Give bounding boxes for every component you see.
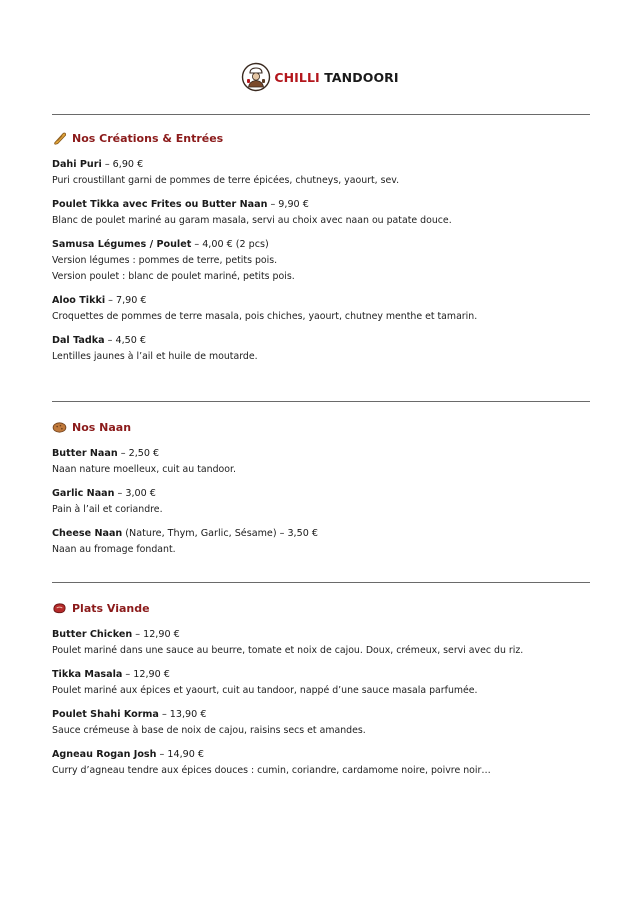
item-desc: Curry d’agneau tendre aux épices douces : cumin, coriandre, cardamome noire, poivre noir…: [52, 765, 491, 776]
item-heading: [52, 237, 597, 253]
item-heading: [52, 333, 597, 349]
item-heading: [52, 747, 597, 763]
item-price: – 3,50 €: [276, 528, 318, 539]
item-price: – 12,90 €: [132, 629, 180, 640]
item-heading: [52, 486, 597, 502]
item-desc: Poulet mariné dans une sauce au beurre, tomate et noix de cajou. Doux, crémeux, servi avec du riz.: [52, 645, 524, 656]
text: Nos Naan: [72, 420, 132, 434]
item-desc: Pain à l’ail et coriandre.: [52, 504, 163, 515]
menu-item: [52, 627, 597, 659]
item-heading: [52, 157, 597, 173]
item-heading: [52, 667, 597, 683]
item-name: Agneau Rogan Josh: [52, 749, 157, 760]
item-name: Garlic Naan: [52, 488, 115, 499]
menu-item: [52, 486, 597, 518]
item-price: – 14,90 €: [156, 749, 204, 760]
divider: [52, 582, 590, 583]
item-price: – 13,90 €: [158, 709, 207, 720]
item-name: Butter Naan: [52, 448, 118, 459]
item-desc: Croquettes de pommes de terre masala, pois chiches, yaourt, chutney menthe et tamarin.: [52, 311, 478, 322]
item-name: Samusa Légumes / Poulet: [52, 239, 192, 250]
menu-item: [52, 707, 597, 739]
divider: [52, 114, 590, 115]
item-heading: [52, 197, 597, 213]
b2: TANDOORI: [324, 69, 399, 85]
item-heading: [52, 293, 597, 309]
meat-icon: [52, 601, 67, 615]
item-name: Dal Tadka: [52, 335, 105, 346]
menu-item: [52, 293, 597, 325]
item-desc: Lentilles jaunes à l’ail et huile de moutarde.: [52, 351, 258, 362]
section-plats-viande: [52, 600, 597, 787]
menu-item: [52, 667, 597, 699]
text: Plats Viande: [72, 601, 150, 615]
item-price: – 7,90 €: [105, 295, 147, 306]
menu-item: [52, 747, 597, 779]
samosa-icon: [52, 131, 67, 145]
section-title: [52, 600, 597, 616]
chef-logo-icon: [241, 62, 271, 92]
item-price: – 6,90 €: [101, 159, 144, 170]
item-desc: Version poulet : blanc de poulet mariné, petits pois.: [52, 271, 295, 282]
menu-item: [52, 446, 597, 478]
naan-icon: [52, 420, 67, 434]
section-creations-entrees: [52, 130, 597, 373]
item-price: – 12,90 €: [122, 669, 170, 680]
section-title: [52, 130, 597, 146]
item-note: (Nature, Thym, Garlic, Sésame): [122, 528, 277, 539]
item-price: – 9,90 €: [267, 199, 309, 210]
item-price: – 2,50 €: [117, 448, 160, 459]
menu-item: [52, 333, 597, 365]
divider: [52, 401, 590, 402]
item-price: – 4,50 €: [104, 335, 146, 346]
item-heading: [52, 707, 597, 723]
section-naan: [52, 419, 597, 566]
menu-item: [52, 526, 597, 558]
item-desc: Naan nature moelleux, cuit au tandoor.: [52, 464, 236, 475]
item-heading: [52, 627, 597, 643]
menu-item: [52, 157, 597, 189]
item-name: Dahi Puri: [52, 159, 102, 170]
item-desc: Blanc de poulet mariné au garam masala, servi au choix avec naan ou patate douce.: [52, 215, 452, 226]
item-name: Cheese Naan: [52, 528, 123, 539]
text: Nos Créations & Entrées: [72, 131, 224, 145]
item-price: – 4,00 € (2 pcs): [191, 239, 269, 250]
menu-item: [52, 237, 597, 285]
b1: CHILLI: [274, 69, 320, 85]
item-heading: [52, 526, 597, 542]
restaurant-name: [274, 70, 398, 85]
item-desc: Naan au fromage fondant.: [52, 544, 176, 555]
item-desc: Version légumes : pommes de terre, petits pois.: [52, 255, 278, 266]
item-name: Poulet Shahi Korma: [52, 709, 159, 720]
item-heading: [52, 446, 597, 462]
menu-header: [0, 62, 640, 92]
item-desc: Poulet mariné aux épices et yaourt, cuit au tandoor, nappé d’une sauce masala parfumée.: [52, 685, 478, 696]
item-name: Tikka Masala: [52, 669, 123, 680]
item-name: Butter Chicken: [52, 629, 133, 640]
menu-item: [52, 197, 597, 229]
item-price: – 3,00 €: [114, 488, 156, 499]
item-name: Poulet Tikka avec Frites ou Butter Naan: [52, 199, 268, 210]
item-desc: Puri croustillant garni de pommes de terre épicées, chutneys, yaourt, sev.: [52, 175, 400, 186]
section-title: [52, 419, 597, 435]
item-name: Aloo Tikki: [52, 295, 106, 306]
item-desc: Sauce crémeuse à base de noix de cajou, raisins secs et amandes.: [52, 725, 366, 736]
